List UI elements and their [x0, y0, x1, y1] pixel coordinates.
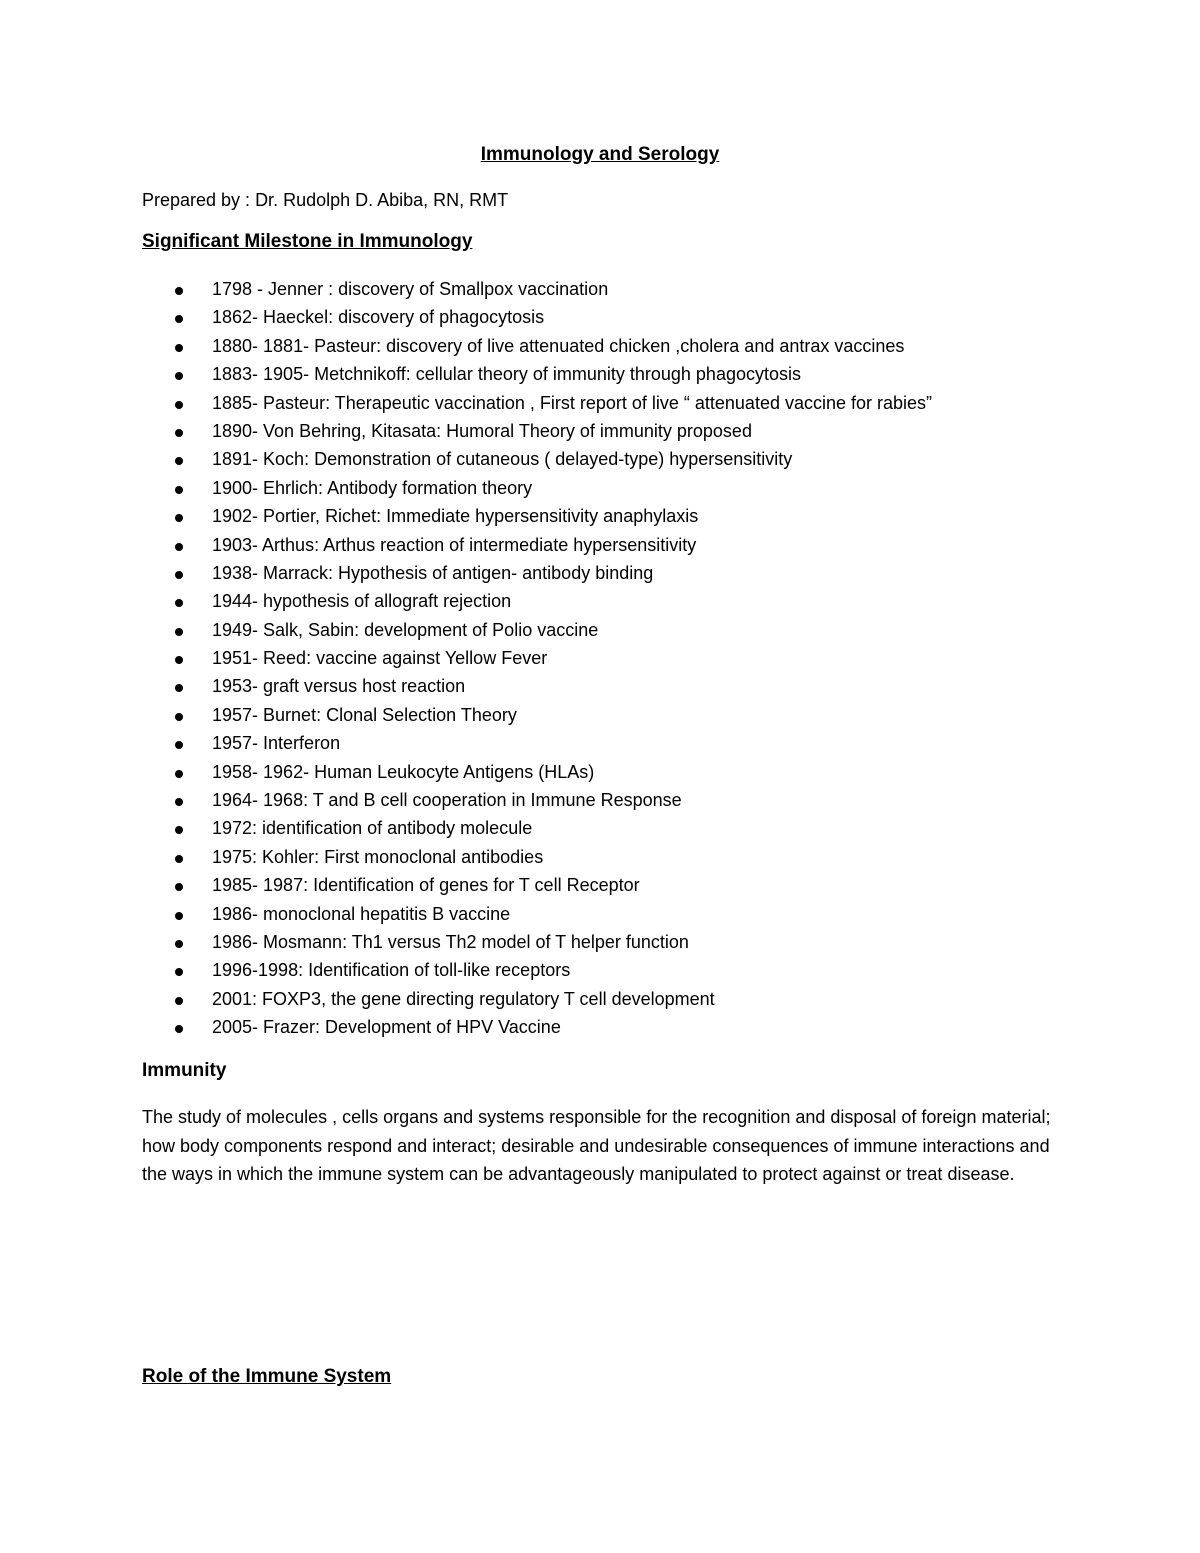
list-item-text: 1985- 1987: Identification of genes for T cell Receptor — [212, 875, 640, 896]
list-item-text: 1902- Portier, Richet: Immediate hypersensitivity anaphylaxis — [212, 506, 699, 527]
bullet-icon — [175, 826, 183, 834]
list-item-text: 1986- Mosmann: Th1 versus Th2 model of T helper function — [212, 931, 689, 952]
list-item-text: 1903- Arthus: Arthus reaction of intermediate hypersensitivity — [212, 534, 697, 555]
list-item-text: 1891- Koch: Demonstration of cutaneous ( delayed-type) hypersensitivity — [212, 449, 793, 470]
list-item-text: 1900- Ehrlich: Antibody formation theory — [212, 477, 533, 498]
list-item — [0, 646, 1100, 674]
bullet-icon — [175, 315, 183, 323]
milestones-heading: Significant Milestone in Immunology — [142, 231, 473, 252]
list-item-text: 1951- Reed: vaccine against Yellow Fever — [212, 648, 548, 669]
list-item-text: 1957- Interferon — [212, 733, 341, 754]
list-item — [0, 476, 1100, 504]
document-title: Immunology and Serology — [480, 144, 720, 165]
list-item — [0, 703, 1100, 731]
list-item — [0, 845, 1100, 873]
list-item-text: 1862- Haeckel: discovery of phagocytosis — [212, 307, 545, 328]
bullet-icon — [175, 656, 183, 664]
immunity-paragraph: The study of molecules , cells organs and systems responsible for the recognition and disposal of foreign material; how body components respond and interact; desirable and undesirable consequences of immune interactions and the ways in which the immune system can be advantageously manipulated to protect against or treat disease. — [142, 1107, 1051, 1184]
list-item-text: 1883- 1905- Metchnikoff: cellular theory of immunity through phagocytosis — [212, 364, 801, 385]
bullet-icon — [175, 713, 183, 721]
list-item — [0, 561, 1100, 589]
immunity-heading: Immunity — [142, 1060, 227, 1081]
bullet-icon — [175, 741, 183, 749]
list-item — [0, 958, 1100, 986]
bullet-icon — [175, 684, 183, 692]
list-item — [0, 589, 1100, 617]
list-item — [0, 1015, 1100, 1043]
bullet-icon — [175, 514, 183, 522]
list-item-text: 1798 - Jenner : discovery of Smallpox vaccination — [212, 279, 609, 299]
list-item — [0, 277, 1100, 305]
bullet-icon — [175, 344, 183, 352]
bullet-icon — [175, 372, 183, 380]
list-item — [0, 902, 1100, 930]
list-item — [0, 816, 1100, 844]
list-item — [0, 873, 1100, 901]
bullet-icon — [175, 486, 183, 494]
milestones-list — [0, 277, 1100, 1044]
list-item-text: 2005- Frazer: Development of HPV Vaccine — [212, 1017, 561, 1038]
prepared-by: Prepared by : Dr. Rudolph D. Abiba, RN, RMT — [142, 190, 509, 210]
bullet-icon — [175, 1025, 183, 1033]
list-item — [0, 334, 1100, 362]
list-item — [0, 305, 1100, 333]
list-item-text: 1953- graft versus host reaction — [212, 676, 466, 697]
list-item-text: 1975: Kohler: First monoclonal antibodies — [212, 846, 544, 867]
list-item-text: 1880- 1881- Pasteur: discovery of live attenuated chicken ,cholera and antrax vaccines — [212, 335, 905, 356]
bullet-icon — [175, 798, 183, 806]
list-item-text: 1885- Pasteur: Therapeutic vaccination , First report of live “ attenuated vaccine for rabies” — [212, 392, 933, 413]
bullet-icon — [175, 968, 183, 976]
list-item-text: 1890- Von Behring, Kitasata: Humoral Theory of immunity proposed — [212, 420, 752, 441]
list-item-text: 1957- Burnet: Clonal Selection Theory — [212, 704, 517, 725]
list-item — [0, 504, 1100, 532]
bullet-icon — [175, 940, 183, 948]
list-item — [0, 447, 1100, 475]
bullet-icon — [175, 429, 183, 437]
list-item — [0, 987, 1100, 1015]
list-item — [0, 760, 1100, 788]
bullet-icon — [175, 628, 183, 636]
list-item — [0, 788, 1100, 816]
bullet-icon — [175, 599, 183, 607]
bullet-icon — [175, 855, 183, 863]
list-item-text: 1972: identification of antibody molecule — [212, 818, 533, 839]
list-item-text: 1949- Salk, Sabin: development of Polio vaccine — [212, 619, 599, 640]
bullet-icon — [175, 997, 183, 1005]
list-item-text: 2001: FOXP3, the gene directing regulatory T cell development — [212, 988, 715, 1009]
list-item — [0, 731, 1100, 759]
bullet-icon — [175, 401, 183, 409]
bullet-icon — [175, 287, 183, 295]
list-item — [0, 930, 1100, 958]
bullet-icon — [175, 883, 183, 891]
list-item — [0, 419, 1100, 447]
role-heading: Role of the Immune System — [142, 1366, 392, 1387]
list-item — [0, 533, 1100, 561]
bullet-icon — [175, 543, 183, 551]
list-item-text: 1986- monoclonal hepatitis B vaccine — [212, 903, 511, 924]
list-item — [0, 674, 1100, 702]
list-item-text: 1944- hypothesis of allograft rejection — [212, 591, 512, 612]
bullet-icon — [175, 571, 183, 579]
bullet-icon — [175, 912, 183, 920]
list-item — [0, 618, 1100, 646]
list-item — [0, 362, 1100, 390]
bullet-icon — [175, 457, 183, 465]
bullet-icon — [175, 770, 183, 778]
list-item — [0, 391, 1100, 419]
list-item-text: 1938- Marrack: Hypothesis of antigen- antibody binding — [212, 562, 654, 583]
list-item-text: 1958- 1962- Human Leukocyte Antigens (HLAs) — [212, 761, 595, 782]
list-item-text: 1964- 1968: T and B cell cooperation in Immune Response — [212, 790, 682, 811]
list-item-text: 1996-1998: Identification of toll-like receptors — [212, 960, 571, 981]
